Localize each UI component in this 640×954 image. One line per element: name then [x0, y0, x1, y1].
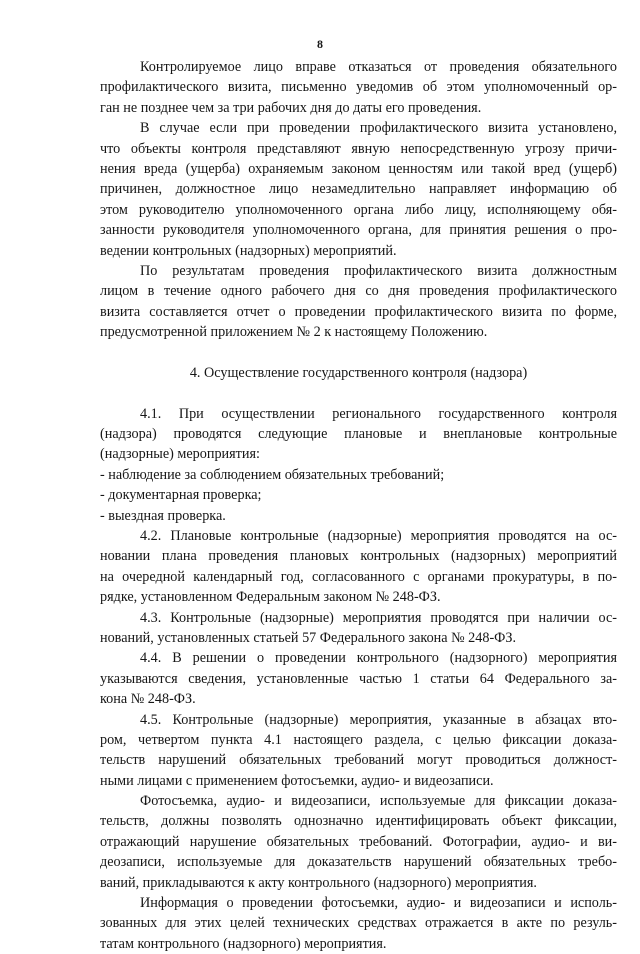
- text-line: По результатам проведения профилактического визита должностным: [140, 262, 617, 279]
- text-line: Контролируемое лицо вправе отказаться от проведения обязательного: [140, 59, 617, 75]
- text-line: этом руководителю уполномоченного органа либо лицу, исполняющему обя-: [100, 201, 617, 218]
- text-line: 4.1. При осуществлении регионального государственного контроля: [140, 405, 617, 422]
- text-line: кона № 248-ФЗ.: [100, 691, 196, 708]
- text-line: ваний, прикладываются к акту контрольного (надзорного) мероприятия.: [100, 874, 537, 891]
- paragraph-photo: [100, 791, 617, 893]
- text-line: 4.3. Контрольные (надзорные) мероприятия проводятся при наличии ос-: [140, 609, 617, 626]
- list-item: - документарная проверка;: [100, 487, 262, 504]
- text-line: (надзора) проводятся следующие плановые и внеплановые контрольные: [100, 426, 617, 443]
- section-heading: 4. Осуществление государственного контроля (надзора): [189, 364, 528, 381]
- paragraph-refusal: [100, 57, 617, 118]
- paragraph-info: [100, 893, 617, 954]
- list-item: - выездная проверка.: [100, 507, 226, 524]
- paragraph-4-3: [100, 608, 617, 649]
- text-line: В случае если при проведении профилактического визита установлено,: [140, 120, 617, 137]
- text-line: ром, четвертом пункта 4.1 настоящего раздела, с целью фиксации доказа-: [100, 731, 617, 748]
- text-line: зованных для этих целей технических средствах отражается в акте по резуль-: [100, 915, 617, 932]
- text-line: причинен, должностное лицо незамедлительно направляет информацию об: [100, 181, 617, 198]
- text-line: нований, установленных статьей 57 Федерального закона № 248-ФЗ.: [100, 629, 517, 646]
- paragraph-4-4: [100, 648, 617, 709]
- text-line: (надзорные) мероприятия:: [100, 446, 260, 463]
- text-line: что объекты контроля представляют явную непосредственную угрозу причи-: [100, 140, 617, 157]
- text-line: 4.4. В решении о проведении контрольного (надзорного) мероприятия: [140, 650, 617, 667]
- paragraph-4-2: [100, 526, 617, 608]
- text-line: тельств, должны позволять однозначно идентифицировать объект фиксации,: [100, 813, 617, 830]
- text-line: Фотосъемка, аудио- и видеозаписи, используемые для фиксации доказа-: [140, 793, 617, 810]
- text-line: указываются сведения, установленные частью 1 статьи 64 Федерального за-: [100, 670, 617, 687]
- text-line: лицом в течение одного рабочего дня со дня проведения профилактического: [100, 283, 617, 300]
- text-line: ведении контрольных (надзорных) мероприятий.: [100, 242, 397, 259]
- text-line: ган не позднее чем за три рабочих дня до даты его проведения.: [100, 99, 482, 116]
- text-line: визита составляется отчет о проведении профилактического визита по форме,: [100, 303, 617, 320]
- text-line: 4.2. Плановые контрольные (надзорные) мероприятия проводятся на ос-: [140, 527, 617, 544]
- text-line: деозаписи, используемые для доказательств нарушений обязательных требо-: [100, 854, 617, 871]
- paragraph-report: [100, 261, 617, 343]
- text-line: ными лицами с применением фотосъемки, аудио- и видеозаписи.: [100, 772, 494, 789]
- text-line: тельств нарушений обязательных требований могут проводиться должност-: [100, 752, 617, 769]
- list-item: - наблюдение за соблюдением обязательных требований;: [100, 466, 445, 483]
- text-line: предусмотренной приложением № 2 к настоящему Положению.: [100, 324, 488, 341]
- measures-list: [100, 465, 617, 526]
- text-line: профилактического визита, письменно уведомив об этом уполномоченный ор-: [100, 79, 617, 96]
- document-body: [100, 57, 617, 954]
- page-number: 8: [317, 37, 323, 51]
- text-line: на очередной календарный год, согласованного с органами прокуратуры, в по-: [100, 568, 617, 585]
- text-line: занности руководителя уполномоченного органа, для принятия решения о про-: [100, 222, 617, 239]
- text-line: нения вреда (ущерба) охраняемым законом ценностям или такой вред (ущерб): [100, 160, 617, 177]
- text-line: новании плана проведения плановых контрольных (надзорных) мероприятий: [100, 548, 617, 565]
- text-line: 4.5. Контрольные (надзорные) мероприятия, указанные в абзацах вто-: [140, 711, 617, 728]
- paragraph-4-5: [100, 710, 617, 792]
- paragraph-threat: [100, 118, 617, 261]
- text-line: Информация о проведении фотосъемки, аудио- и видеозаписи и исполь-: [140, 895, 617, 912]
- text-line: отражающий нарушение обязательных требований. Фотографии, аудио- и ви-: [100, 833, 617, 850]
- text-line: рядке, установленном Федеральным законом № 248-ФЗ.: [100, 589, 441, 606]
- paragraph-4-1: [100, 404, 617, 465]
- text-line: татам контрольного (надзорного) мероприятия.: [100, 935, 387, 952]
